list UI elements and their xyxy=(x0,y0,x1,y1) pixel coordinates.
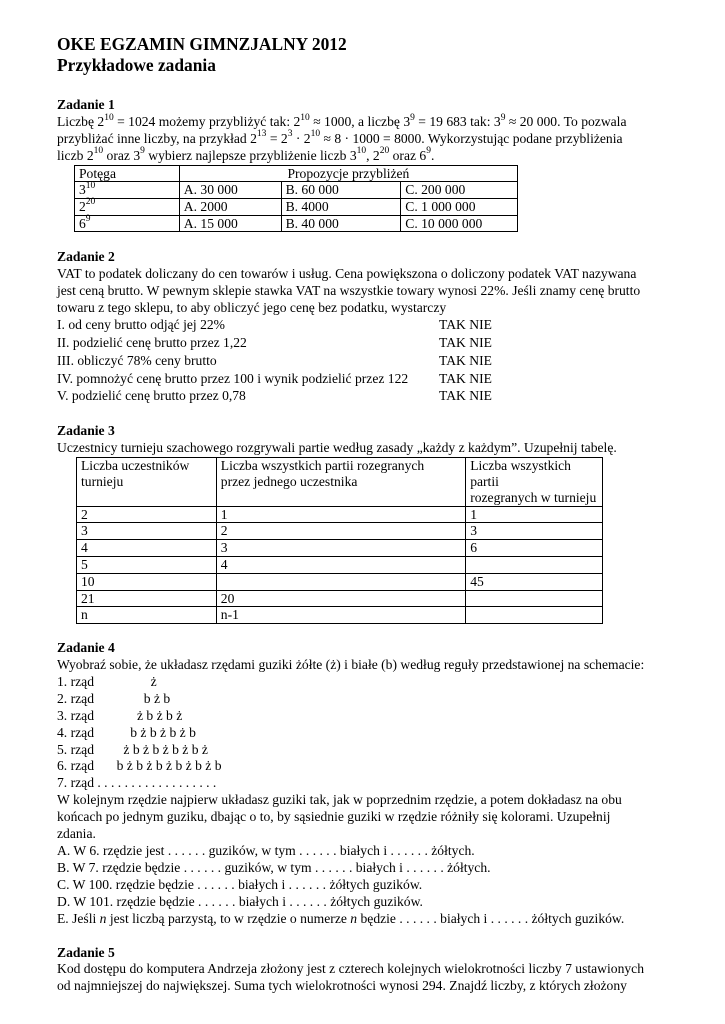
option-c[interactable]: C. 1 000 000 xyxy=(401,199,518,216)
tak-option[interactable]: TAK xyxy=(439,334,466,350)
task-2 xyxy=(57,249,689,406)
row-label: 3. rząd xyxy=(57,707,94,723)
task-4-text-1: W kolejnym rzędzie najpierw układasz guziki tak, jak w poprzednim rzędzie, a potem dokładasz na obu xyxy=(57,792,622,808)
task-1-line-3: liczb $2^{10}$ oraz $3^9$ wybierz najlepsze przybliżenie liczb $3^{10}$, $2^{20}$ oraz $6^9$. xyxy=(57,146,435,163)
row-pattern: b ż b xyxy=(103,690,171,706)
task-4-intro: Wyobraź sobie, że układasz rzędami guziki żółte (ż) i białe (b) według reguły przedstawionej na schemacie: xyxy=(57,657,645,673)
task-2-text-2: jest ceną brutto. W pewnym sklepie stawka VAT na wszystkie towary wynosi 22%. Jeśli znamy cenę brutto xyxy=(57,283,641,298)
answer-cell[interactable] xyxy=(216,573,465,590)
cell: 6 xyxy=(466,540,603,557)
answer-cell[interactable] xyxy=(466,556,603,573)
row-label: 5. rząd xyxy=(57,741,94,757)
question-c[interactable]: C. W 100. rzędzie będzie . . . . . . białych i . . . . . . żółtych guzików. xyxy=(57,876,423,892)
task-1-line-1: Liczbę $2^{10} = 1024$ możemy przybliżyć tak: $2^{10} \approx 1000$, a liczbę $3^9 = 19$ 683 tak: $3^9 \approx 20$ 000. To pozwala xyxy=(57,112,627,130)
row-label: 4. rząd xyxy=(57,724,94,740)
tak-option[interactable]: TAK xyxy=(439,352,466,368)
task-2-title: Zadanie 2 xyxy=(57,249,115,265)
tak-option[interactable]: TAK xyxy=(439,388,466,404)
statement-row xyxy=(57,371,689,389)
nie-option[interactable]: NIE xyxy=(469,334,492,350)
task-1-title: Zadanie 1 xyxy=(57,97,115,113)
row-label: 6. rząd xyxy=(57,758,94,774)
exam-page xyxy=(57,34,689,995)
cell: 4 xyxy=(77,540,217,557)
table-row xyxy=(77,556,603,573)
cell: 21 xyxy=(77,590,217,607)
task-4-text-3: zdania. xyxy=(57,826,96,842)
row-pattern: ż b ż b ż b ż b ż xyxy=(103,741,208,757)
cell: 3 xyxy=(216,540,465,557)
cell: 45 xyxy=(466,573,603,590)
task-3-text: Uczestnicy turnieju szachowego rozgrywali partie według zasady „każdy z każdym”. Uzupełnij tabelę. xyxy=(57,440,617,456)
statement-row xyxy=(57,388,689,406)
task-4-title: Zadanie 4 xyxy=(57,640,115,656)
answer-cell[interactable] xyxy=(466,607,603,624)
table-row xyxy=(77,540,603,557)
question-b[interactable]: B. W 7. rzędzie będzie . . . . . . guzików, w tym . . . . . . białych i . . . . . . żółtych. xyxy=(57,859,491,875)
option-c[interactable]: C. 200 000 xyxy=(401,182,518,199)
exam-title: OKE EGZAMIN GIMNZJALNY 2012 xyxy=(57,34,347,54)
statement-row xyxy=(57,317,689,335)
cell: 4 xyxy=(216,556,465,573)
power-cell: $2^{20}$ xyxy=(75,199,180,216)
nie-option[interactable]: NIE xyxy=(469,388,492,404)
power-cell: $3^{10}$ xyxy=(75,182,180,199)
table-row xyxy=(75,182,518,199)
task-4-text-2: końcach po jednym guziku, dbając o to, by sąsiednie guziki w rzędzie różniły się kolorami. Uzupełnij xyxy=(57,809,611,825)
option-a[interactable]: A. 15 000 xyxy=(179,215,281,232)
statement-text: V. podzielić cenę brutto przez 0,78 xyxy=(57,388,246,404)
header-games-per-player: Liczba wszystkich partii rozegranych przez jednego uczestnika xyxy=(216,458,465,506)
cell: 3 xyxy=(466,523,603,540)
approximation-table xyxy=(74,165,518,232)
header-participants: Liczba uczestników turnieju xyxy=(77,458,217,506)
button-row xyxy=(57,708,689,725)
row-pattern: ż xyxy=(103,673,157,689)
statement-text: I. od ceny brutto odjąć jej 22% xyxy=(57,316,225,332)
cell: 20 xyxy=(216,590,465,607)
table-row xyxy=(77,590,603,607)
table-row xyxy=(77,506,603,523)
power-cell: $6^9$ xyxy=(75,215,180,232)
statement-row xyxy=(57,353,689,371)
option-b[interactable]: B. 4000 xyxy=(281,199,401,216)
exam-subtitle: Przykładowe zadania xyxy=(57,54,216,75)
button-row xyxy=(57,691,689,708)
cell: 3 xyxy=(77,523,217,540)
question-e[interactable]: E. Jeśli n jest liczbą parzystą, to w rzędzie o numerze n będzie . . . . . . białych i . . . . . . żółtych guzików. xyxy=(57,910,625,926)
tak-option[interactable]: TAK xyxy=(439,370,466,386)
task-1 xyxy=(57,97,689,232)
answer-cell[interactable] xyxy=(466,590,603,607)
table-row xyxy=(77,523,603,540)
statement-text: III. obliczyć 78% ceny brutto xyxy=(57,352,217,368)
statement-text: II. podzielić cenę brutto przez 1,22 xyxy=(57,334,247,350)
table-row xyxy=(77,607,603,624)
header-games-total: Liczba wszystkich partii rozegranych w turnieju xyxy=(466,458,603,506)
tak-option[interactable]: TAK xyxy=(439,316,466,332)
option-b[interactable]: B. 60 000 xyxy=(281,182,401,199)
question-a[interactable]: A. W 6. rzędzie jest . . . . . . guzików, w tym . . . . . . białych i . . . . . . żółtych. xyxy=(57,843,475,858)
table-header-row xyxy=(77,458,603,506)
table-row xyxy=(75,215,518,232)
option-b[interactable]: B. 40 000 xyxy=(281,215,401,232)
task-2-text-1: VAT to podatek doliczany do cen towarów i usług. Cena powiększona o doliczony podatek VAT nazywana xyxy=(57,266,637,282)
task-4 xyxy=(57,640,689,927)
nie-option[interactable]: NIE xyxy=(469,316,492,332)
row-pattern: ż b ż b ż xyxy=(103,707,183,723)
nie-option[interactable]: NIE xyxy=(469,352,492,368)
table-row xyxy=(77,573,603,590)
cell: 5 xyxy=(77,556,217,573)
statement-text: IV. pomnożyć cenę brutto przez 100 i wynik podzielić przez 122 xyxy=(57,370,409,386)
task-5-text-1: Kod dostępu do komputera Andrzeja złożony jest z czterech kolejnych wielokrotności liczby 7 ustawionych xyxy=(57,961,645,977)
cell: n xyxy=(77,607,217,624)
task-2-text-3: towaru z tego sklepu, to aby obliczyć jego cenę bez podatku, wystarczy xyxy=(57,299,447,315)
cell: n-1 xyxy=(216,607,465,624)
row-pattern: b ż b ż b ż b ż b ż b xyxy=(103,758,222,774)
cell: 2 xyxy=(77,506,217,523)
cell: 10 xyxy=(77,573,217,590)
cell: 1 xyxy=(466,506,603,523)
statement-row xyxy=(57,335,689,353)
row-label: 1. rząd xyxy=(57,673,94,689)
table-row xyxy=(75,199,518,216)
option-c[interactable]: C. 10 000 000 xyxy=(401,215,518,232)
task-5-text-2: od najmniejszej do największej. Suma tych wielokrotności wynosi 294. Znajdź liczby, z których złożony xyxy=(57,978,627,994)
header-proposals: Propozycje przybliżeń xyxy=(179,165,517,182)
question-d[interactable]: D. W 101. rzędzie będzie . . . . . . białych i . . . . . . żółtych guzików. xyxy=(57,893,423,909)
option-a[interactable]: A. 2000 xyxy=(179,199,281,216)
row-7[interactable]: 7. rząd . . . . . . . . . . . . . . . . . . xyxy=(57,775,217,791)
row-label: 2. rząd xyxy=(57,690,94,706)
button-row xyxy=(57,674,689,691)
nie-option[interactable]: NIE xyxy=(469,370,492,386)
chess-table xyxy=(76,457,603,624)
task-3 xyxy=(57,423,689,624)
row-pattern: b ż b ż b ż b xyxy=(103,724,196,740)
header-power: Potęga xyxy=(75,165,180,182)
task-5-title: Zadanie 5 xyxy=(57,944,115,960)
task-3-title: Zadanie 3 xyxy=(57,423,115,439)
option-a[interactable]: A. 30 000 xyxy=(179,182,281,199)
table-header-row xyxy=(75,165,518,182)
task-1-line-2: przybliżać inne liczby, na przykład $2^{13} = 2^3 \cdot 2^{10} \approx 8 \cdot 1000 = 8000$. Wykorzystując podane przybliżenia xyxy=(57,129,623,146)
button-row xyxy=(57,758,689,775)
cell: 1 xyxy=(216,506,465,523)
button-row xyxy=(57,742,689,759)
cell: 2 xyxy=(216,523,465,540)
button-row xyxy=(57,725,689,742)
task-5 xyxy=(57,945,689,996)
